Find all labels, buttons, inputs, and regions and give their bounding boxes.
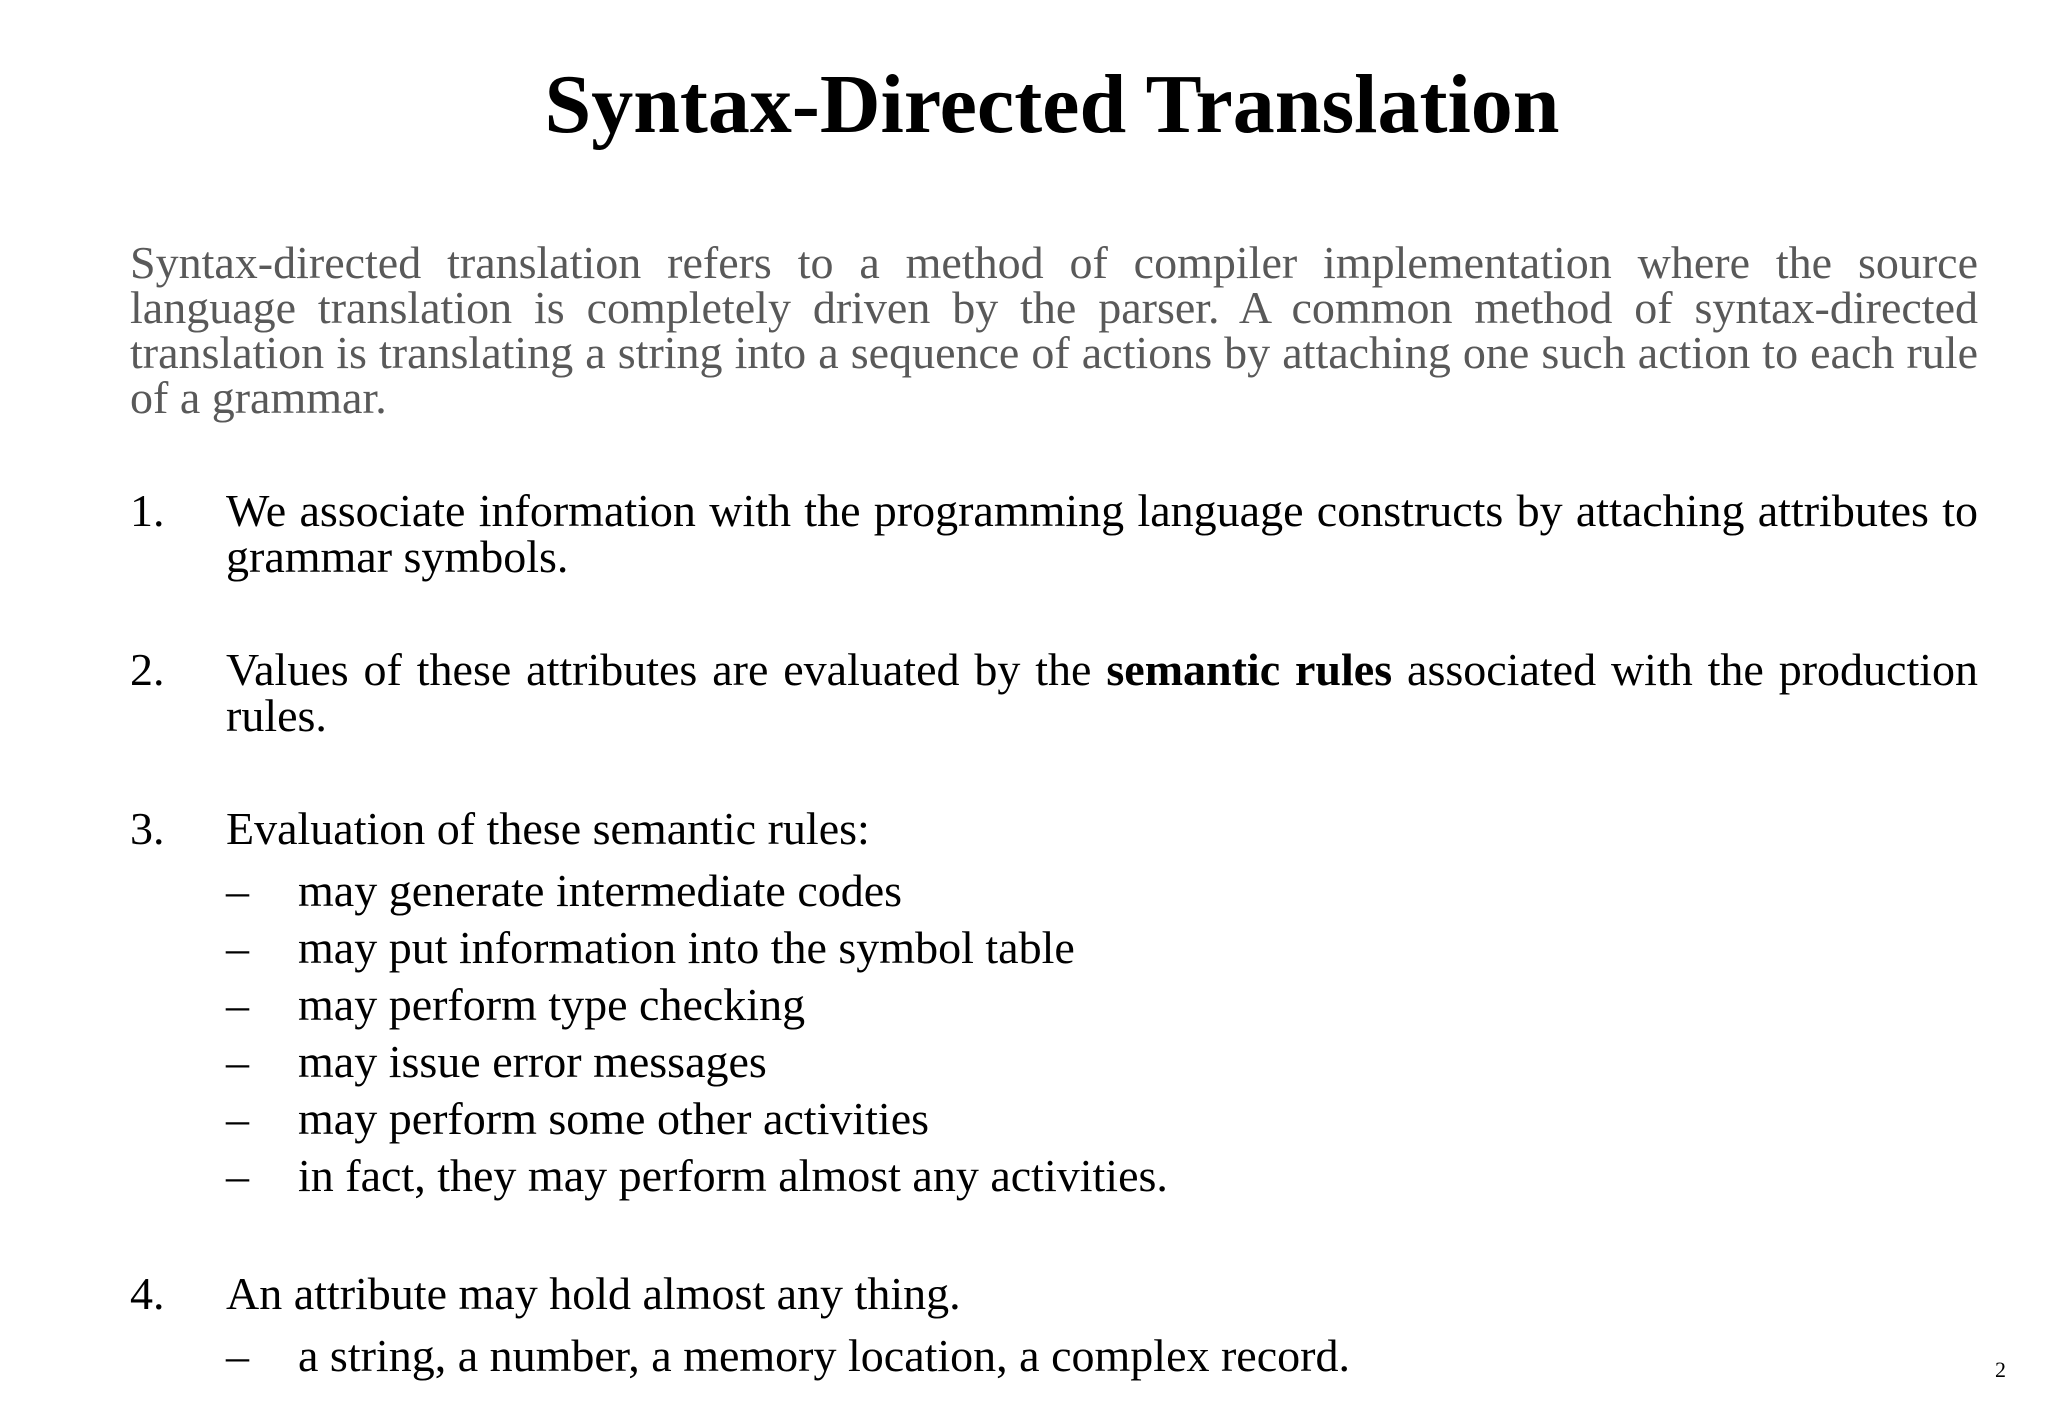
text-before-bold: Values of these attributes are evaluated by the — [226, 644, 1092, 695]
semantic-rules-bold: semantic rules — [1106, 644, 1393, 695]
sub-list — [226, 1327, 1978, 1384]
slide-title: Syntax-Directed Translation — [544, 58, 1560, 151]
list-item-number: 3. — [130, 803, 165, 854]
sub-list-item — [226, 1090, 1978, 1147]
numbered-list — [130, 485, 1979, 1384]
dash-bullet: – — [226, 922, 249, 973]
sub-item-text: in fact, they may perform almost any activities. — [298, 1150, 1168, 1201]
text-after-bold: associated with the production rules. — [226, 644, 1979, 741]
sub-item-text: may perform type checking — [298, 979, 806, 1030]
sub-item-text: may put information into the symbol table — [298, 922, 1075, 973]
sub-item-text: may perform some other activities — [298, 1093, 930, 1144]
dash-bullet: – — [226, 1036, 249, 1087]
dash-bullet: – — [226, 1093, 249, 1144]
sub-item-text: may issue error messages — [298, 1036, 767, 1087]
dash-bullet: – — [226, 1150, 249, 1201]
dash-bullet: – — [226, 979, 249, 1030]
list-item-text: We associate information with the programming language constructs by attaching attributes to grammar symbols. — [226, 485, 1978, 582]
list-item-number: 1. — [130, 485, 165, 536]
sub-list-item — [226, 976, 1978, 1033]
list-item-4 — [130, 1268, 1978, 1384]
dash-bullet: – — [226, 1330, 249, 1381]
list-item-text: Evaluation of these semantic rules: — [226, 803, 870, 854]
dash-bullet: – — [226, 865, 249, 916]
intro-paragraph: Syntax-directed translation refers to a method of compiler implementation where the source language translation is completely driven by the parser. A common method of syntax-directed translation is translating a string into a sequence of actions by attaching one such action to each rule of a grammar. — [130, 237, 1978, 423]
sub-list — [226, 862, 1978, 1204]
sub-list-item — [226, 862, 1978, 919]
list-item-text — [226, 644, 1979, 741]
list-item-1 — [130, 485, 1978, 582]
list-item-3 — [130, 803, 1978, 1204]
sub-item-text: a string, a number, a memory location, a complex record. — [298, 1330, 1350, 1381]
sub-list-item — [226, 1147, 1978, 1204]
list-item-text: An attribute may hold almost any thing. — [226, 1268, 961, 1319]
list-item-number: 2. — [130, 644, 165, 695]
list-item-2 — [130, 644, 1979, 741]
sub-item-text: may generate intermediate codes — [298, 865, 903, 916]
sub-list-item — [226, 1033, 1978, 1090]
list-item-number: 4. — [130, 1268, 165, 1319]
sub-list-item — [226, 919, 1978, 976]
sub-list-item — [226, 1327, 1978, 1384]
page-number: 2 — [1995, 1357, 2006, 1382]
